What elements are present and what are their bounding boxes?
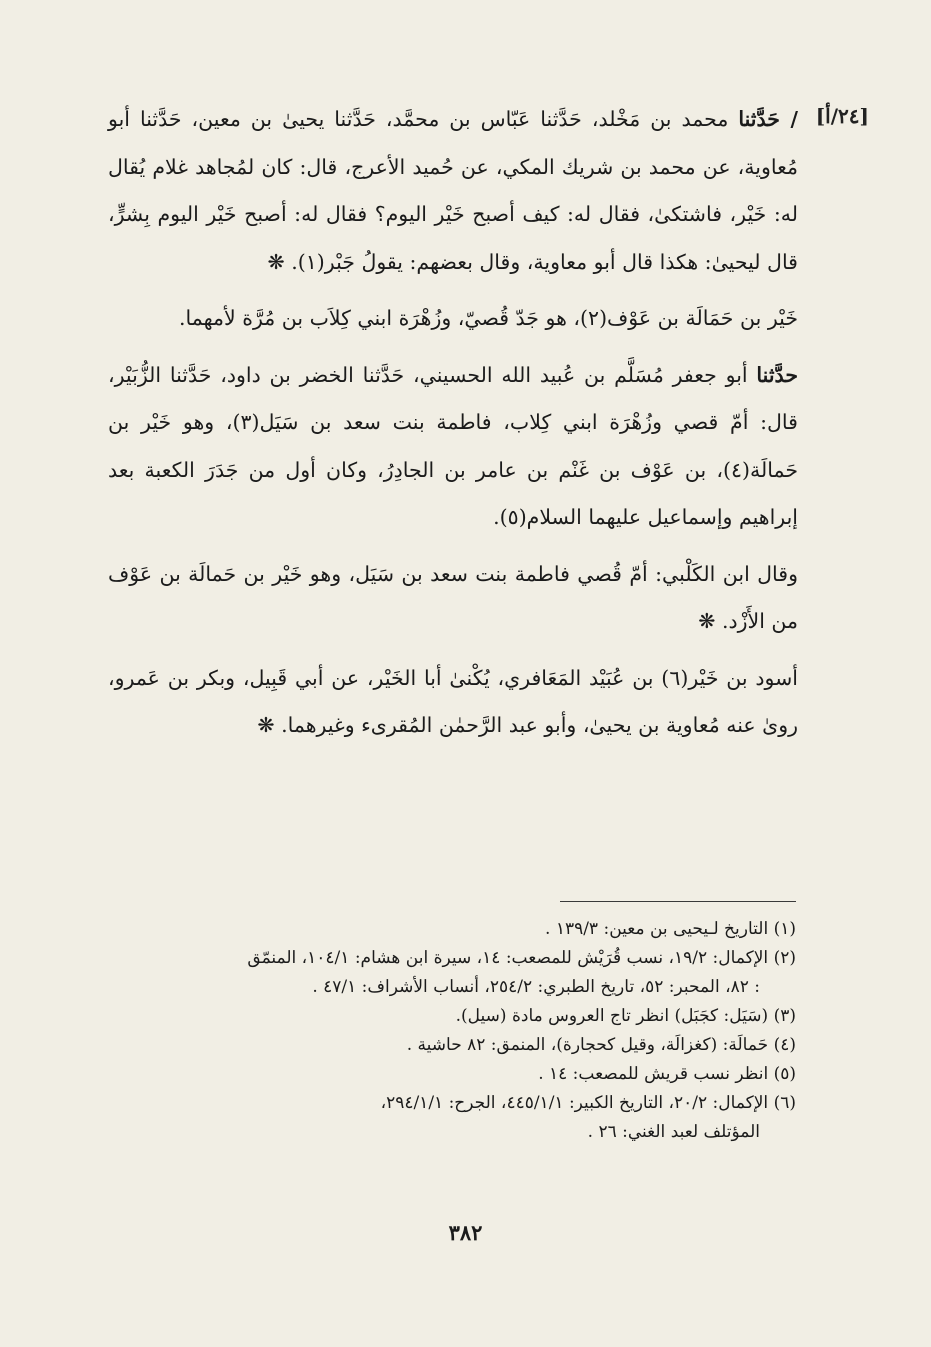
footnote	[108, 1060, 796, 1089]
footnote-number: (٥)	[773, 1064, 796, 1084]
paragraph-text: محمد بن مَخْلد، حَدَّثنا عَبّاس بن محمَّد، حَدَّثنا يحيىٰ بن معين، حَدَّثنا أبو مُعاوية، عن محمد بن شريك المكي، عن حُميد الأعرج، قال: كان لمُجاهد غلام يُقال له: خَيْر، فاشتكىٰ، فقال له: كيف أصبح خَيْر اليوم؟ فقال له: أصبح خَيْر اليوم بِشرٍّ، قال ليحيىٰ: هكذا قال أبو معاوية، وقال بعضهم: يقولُ جَبْر(١). ❋	[108, 107, 798, 274]
footnote	[108, 1002, 796, 1031]
footnote	[108, 915, 796, 944]
paragraph-3	[108, 352, 798, 542]
paragraph-text: أبو جعفر مُسَلَّم بن عُبيد الله الحسيني، حَدَّثنا الخضر بن داود، حَدَّثنا الزُّبَيْر، قال: أمّ قصي وزُهْرَة ابني كِلاب، فاطمة بنت سعد بن سَيَل(٣)، وهو خَيْر بن حَمالَة(٤)، بن عَوْف بن غَنْم بن عامر بن الجادِرُ، وكان أول من جَدَرَ الكعبة بعد إبراهيم وإسماعيل عليهما السلام(٥).	[108, 362, 798, 529]
paragraph-lead: / حَدَّثنا	[738, 107, 798, 131]
footnote	[108, 944, 796, 1002]
paragraph-text: وقال ابن الكَلْبي: أمّ قُصي فاطمة بنت سعد بن سَيَل، وهو خَيْر بن حَمالَة بن عَوْف من الأَزْد. ❋	[108, 561, 798, 633]
paragraph-1	[108, 96, 798, 286]
footnote-number: (١)	[773, 919, 796, 939]
paragraph-5	[108, 655, 798, 750]
footnote-number: (٣)	[773, 1006, 796, 1026]
footnote-text: انظر نسب قريش للمصعب: ١٤ .	[538, 1064, 769, 1084]
footnote-number: (٤)	[773, 1035, 796, 1055]
footnote-continuation: المؤتلف لعبد الغني: ٢٦ .	[587, 1122, 760, 1142]
footnote-number: (٢)	[773, 948, 796, 968]
footnote-separator-rule	[560, 901, 796, 902]
footnote	[108, 1089, 796, 1147]
footnote-text: التاريخ لـيحيى بن معين: ١٣٩/٣ .	[545, 919, 769, 939]
footnote-text: الإكمال: ١٩/٢، نسب قُرَيْش للمصعب: ١٤، سيرة ابن هشام: ١٠٤/١، المنمّق	[247, 948, 769, 968]
manuscript-folio-reference: [٢٤/أ]	[815, 104, 869, 128]
footnote-text: (سَيَل: كجَبَل) انظر تاج العروس مادة (سيل).	[455, 1006, 769, 1026]
footnote-text: حَمالَة: (كغزالَة، وقيل كحجارة)، المنمق: ٨٢ حاشية .	[406, 1035, 769, 1055]
footnote-continuation: : ٨٢، المحبر: ٥٢، تاريخ الطبري: ٢٥٤/٢، أنساب الأشراف: ٤٧/١ .	[312, 977, 760, 997]
main-text-body	[108, 96, 798, 750]
paragraph-text: خَيْر بن حَمَالَة بن عَوْف(٢)، هو جَدّ قُصيّ، وزُهْرَة ابني كِلاَب بن مُرَّة لأمهما.	[178, 306, 798, 330]
footnote-number: (٦)	[773, 1093, 796, 1113]
page-number: ٣٨٢	[448, 1220, 483, 1245]
footnote-text: الإكمال: ٢٠/٢، التاريخ الكبير: ٤٤٥/١/١، الجرح: ٢٩٤/١/١،	[380, 1093, 769, 1113]
paragraph-4	[108, 551, 798, 646]
paragraph-2	[108, 295, 798, 343]
footnotes-section	[108, 915, 796, 1147]
footnote	[108, 1031, 796, 1060]
paragraph-text: أسود بن خَيْر(٦) بن عُبَيْد المَعَافري، يُكْنىٰ أبا الخَيْر، عن أبي قَبِيل، وبكر بن عَمرو، روىٰ عنه مُعاوية بن يحيىٰ، وأبو عبد الرَّحمٰن المُقرىء وغيرهما. ❋	[108, 665, 798, 737]
paragraph-lead: حدَّثنا	[756, 362, 798, 387]
